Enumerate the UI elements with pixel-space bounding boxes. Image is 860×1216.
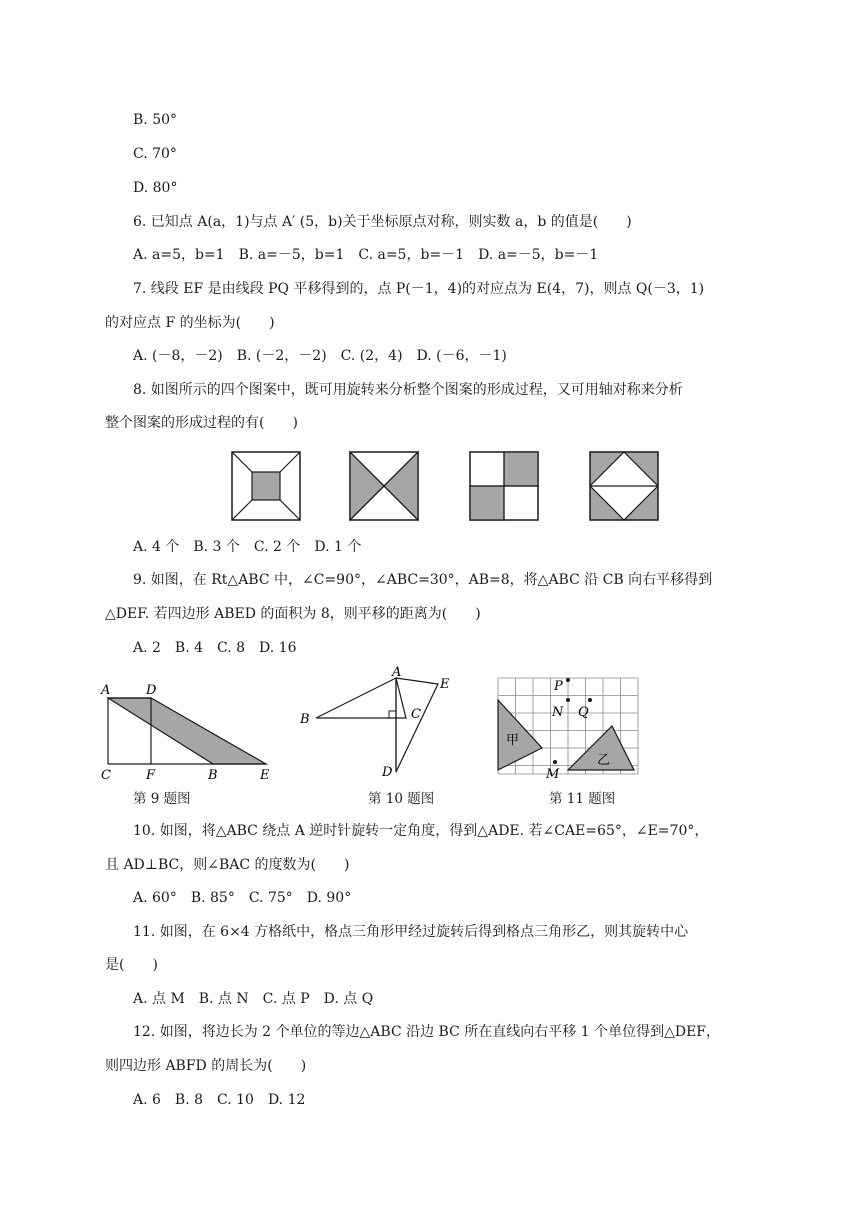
q10-options: A. 60° B. 85° C. 75° D. 90° bbox=[133, 890, 352, 906]
q8-pattern-2 bbox=[350, 452, 418, 520]
fig9-label-e: E bbox=[260, 768, 270, 782]
fig9-caption: 第 9 题图 bbox=[133, 791, 191, 807]
q6-stem: 6. 已知点 A(a，1)与点 A′ (5，b)关于坐标原点对称，则实数 a，b 的值是( ) bbox=[133, 214, 632, 230]
fig11-caption: 第 11 题图 bbox=[549, 791, 616, 807]
q5-option-c: C. 70° bbox=[133, 146, 177, 162]
q7-options: A. (－8，－2) B. (－2，－2) C. (2，4) D. (－6，－1) bbox=[133, 348, 507, 364]
q8-stem-line2: 整个图案的形成过程的有( ) bbox=[105, 415, 298, 431]
fig10-caption: 第 10 题图 bbox=[368, 791, 435, 807]
q9-stem-line2: △DEF. 若四边形 ABED 的面积为 8，则平移的距离为( ) bbox=[105, 606, 481, 622]
q8-pattern-3 bbox=[470, 452, 538, 520]
fig11-label-yi: 乙 bbox=[597, 753, 611, 768]
fig10-label-a: A bbox=[392, 665, 402, 680]
q8-pattern-1 bbox=[232, 452, 300, 520]
q8-pattern-4 bbox=[590, 452, 658, 520]
q11-options: A. 点 M B. 点 N C. 点 P D. 点 Q bbox=[133, 991, 374, 1007]
q5-option-d: D. 80° bbox=[133, 180, 178, 196]
q8-options: A. 4 个 B. 3 个 C. 2 个 D. 1 个 bbox=[133, 539, 362, 555]
fig10-label-e: E bbox=[440, 677, 450, 692]
fig9-label-b: B bbox=[208, 768, 218, 782]
q7-stem-line1: 7. 线段 EF 是由线段 PQ 平移得到的，点 P(－1，4)的对应点为 E(4，7)，则点 Q(－3，1) bbox=[133, 281, 705, 297]
fig11-label-m: M bbox=[546, 767, 560, 782]
q8-stem-line1: 8. 如图所示的四个图案中，既可用旋转来分析整个图案的形成过程，又可用轴对称来分析 bbox=[133, 382, 683, 398]
fig9-label-d: D bbox=[146, 683, 157, 698]
fig9-label-a: A bbox=[101, 683, 111, 698]
q9-stem-line1: 9. 如图，在 Rt△ABC 中，∠C=90°，∠ABC=30°，AB=8，将△ABC 沿 CB 向右平移得到 bbox=[133, 572, 713, 588]
q11-stem-line2: 是( ) bbox=[105, 957, 158, 973]
fig10-label-b: B bbox=[300, 712, 310, 727]
q10-stem-line1: 10. 如图，将△ABC 绕点 A 逆时针旋转一定角度，得到△ADE. 若∠CAE=65°，∠E=70°， bbox=[133, 823, 709, 839]
q12-stem-line1: 12. 如图，将边长为 2 个单位的等边△ABC 沿边 BC 所在直线向右平移 1 个单位得到△DEF， bbox=[133, 1024, 721, 1040]
q11-stem-line1: 11. 如图，在 6×4 方格纸中，格点三角形甲经过旋转后得到格点三角形乙，则其旋转中心 bbox=[133, 924, 689, 940]
fig9-label-f: F bbox=[146, 768, 156, 782]
fig11-label-jia: 甲 bbox=[506, 733, 520, 748]
q7-stem-line2: 的对应点 F 的坐标为( ) bbox=[105, 315, 275, 331]
q9-options: A. 2 B. 4 C. 8 D. 16 bbox=[133, 640, 297, 656]
q12-options: A. 6 B. 8 C. 10 D. 12 bbox=[133, 1092, 306, 1108]
fig10-diagram bbox=[296, 664, 466, 782]
fig11-label-p: P bbox=[554, 679, 563, 694]
fig11-label-n: N bbox=[552, 705, 564, 720]
fig9-diagram bbox=[98, 676, 283, 782]
q12-stem-line2: 则四边形 ABFD 的周长为( ) bbox=[105, 1058, 307, 1074]
q6-options: A. a=5，b=1 B. a=－5，b=1 C. a=5，b=－1 D. a=－5，b=－1 bbox=[133, 247, 599, 263]
q8-patterns bbox=[230, 450, 670, 522]
fig9-label-c: C bbox=[101, 768, 111, 782]
q5-option-b: B. 50° bbox=[133, 112, 178, 128]
fig11-label-q: Q bbox=[578, 705, 589, 720]
fig10-label-d: D bbox=[382, 765, 393, 780]
fig10-label-c: C bbox=[411, 707, 421, 722]
q10-stem-line2: 且 AD⊥BC，则∠BAC 的度数为( ) bbox=[105, 857, 350, 873]
fig11-grid-diagram bbox=[494, 674, 644, 782]
